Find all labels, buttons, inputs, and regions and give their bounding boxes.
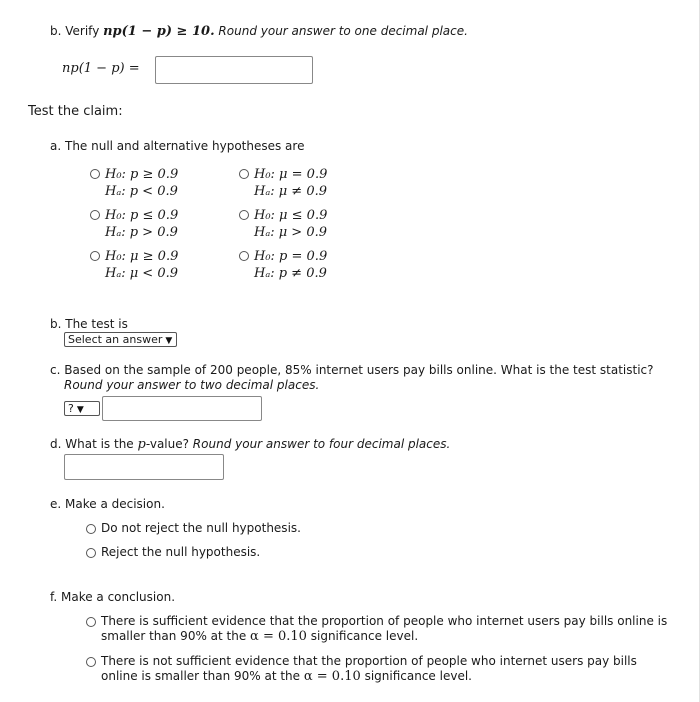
ha-text: Hₐ: μ ≠ 0.9 bbox=[254, 184, 328, 199]
ha-text: Hₐ: p < 0.9 bbox=[105, 184, 178, 199]
radio-button[interactable] bbox=[86, 617, 96, 627]
conclusion-option-text bbox=[101, 614, 667, 644]
conclusion-option-text bbox=[101, 654, 637, 684]
ha-text: Hₐ: μ < 0.9 bbox=[105, 266, 179, 281]
alpha-level: α = 0.10 bbox=[303, 669, 361, 684]
line2-post: significance level. bbox=[306, 629, 419, 643]
radio-button[interactable] bbox=[90, 169, 100, 179]
test-statistic-symbol-select[interactable] bbox=[64, 401, 100, 416]
test-statistic-input[interactable] bbox=[102, 396, 262, 421]
radio-button[interactable] bbox=[86, 657, 96, 667]
conclusion-line-1: There is not sufficient evidence that the proportion of people who internet users pay bills bbox=[101, 654, 637, 668]
h0-text: H₀: p ≥ 0.9 bbox=[105, 167, 179, 182]
hypotheses-label: a. The null and alternative hypotheses are bbox=[50, 139, 305, 153]
radio-button[interactable] bbox=[239, 251, 249, 261]
chevron-down-icon: ▼ bbox=[165, 336, 173, 346]
radio-button[interactable] bbox=[86, 548, 96, 558]
ha-text: Hₐ: p ≠ 0.9 bbox=[254, 266, 327, 281]
test-statistic-instruction: Round your answer to two decimal places. bbox=[64, 378, 320, 392]
radio-button[interactable] bbox=[90, 251, 100, 261]
ha-text: Hₐ: μ > 0.9 bbox=[254, 225, 328, 240]
test-type-select[interactable] bbox=[64, 332, 177, 347]
alpha-level: α = 0.10 bbox=[250, 629, 307, 644]
line2-post: significance level. bbox=[360, 669, 472, 683]
verify-prefix: b. Verify bbox=[50, 24, 104, 38]
test-type-select-value: Select an answer bbox=[68, 333, 163, 346]
verify-expression: np(1 − p) ≥ 10. bbox=[103, 24, 215, 39]
p-value-prefix: d. What is the bbox=[50, 437, 138, 451]
p-value-instruction: Round your answer to four decimal places. bbox=[192, 437, 451, 451]
radio-button[interactable] bbox=[239, 210, 249, 220]
decision-option-text: Do not reject the null hypothesis. bbox=[101, 521, 301, 535]
verify-answer-input[interactable] bbox=[155, 56, 313, 84]
line2-pre: smaller than 90% at the bbox=[101, 629, 251, 643]
conclusion-line-1: There is sufficient evidence that the proportion of people who internet users pay bills online is bbox=[101, 614, 668, 628]
h0-text: H₀: p ≤ 0.9 bbox=[105, 208, 179, 223]
p-value-input[interactable] bbox=[64, 454, 224, 480]
chevron-down-icon: ▼ bbox=[76, 405, 84, 415]
conclusion-label: f. Make a conclusion. bbox=[50, 590, 176, 604]
conclusion-line-2 bbox=[101, 669, 637, 684]
h0-text: H₀: p = 0.9 bbox=[254, 249, 328, 264]
h0-text: H₀: μ ≥ 0.9 bbox=[105, 249, 179, 264]
h0-text: H₀: μ ≤ 0.9 bbox=[254, 208, 328, 223]
test-type-label: b. The test is bbox=[50, 317, 128, 331]
test-statistic-symbol-value: ? bbox=[68, 402, 74, 415]
decision-label: e. Make a decision. bbox=[50, 497, 165, 511]
ha-text: Hₐ: p > 0.9 bbox=[105, 225, 178, 240]
verify-instruction: Round your answer to one decimal place. bbox=[218, 24, 468, 38]
line2-pre: online is smaller than 90% at the bbox=[101, 669, 304, 683]
h0-text: H₀: μ = 0.9 bbox=[254, 167, 328, 182]
test-claim-heading: Test the claim: bbox=[28, 104, 123, 119]
verify-prompt bbox=[50, 24, 468, 39]
radio-button[interactable] bbox=[90, 210, 100, 220]
p-value-prompt bbox=[50, 437, 450, 452]
radio-button[interactable] bbox=[239, 169, 249, 179]
decision-option-text: Reject the null hypothesis. bbox=[101, 545, 261, 559]
verify-input-label: np(1 − p) = bbox=[62, 61, 140, 76]
p-value-mid: -value? bbox=[145, 437, 193, 451]
p-variable: p bbox=[137, 437, 146, 452]
radio-button[interactable] bbox=[86, 524, 96, 534]
test-statistic-prompt: c. Based on the sample of 200 people, 85% internet users pay bills online. What is the test statistic? bbox=[50, 363, 654, 377]
conclusion-line-2 bbox=[101, 629, 667, 644]
